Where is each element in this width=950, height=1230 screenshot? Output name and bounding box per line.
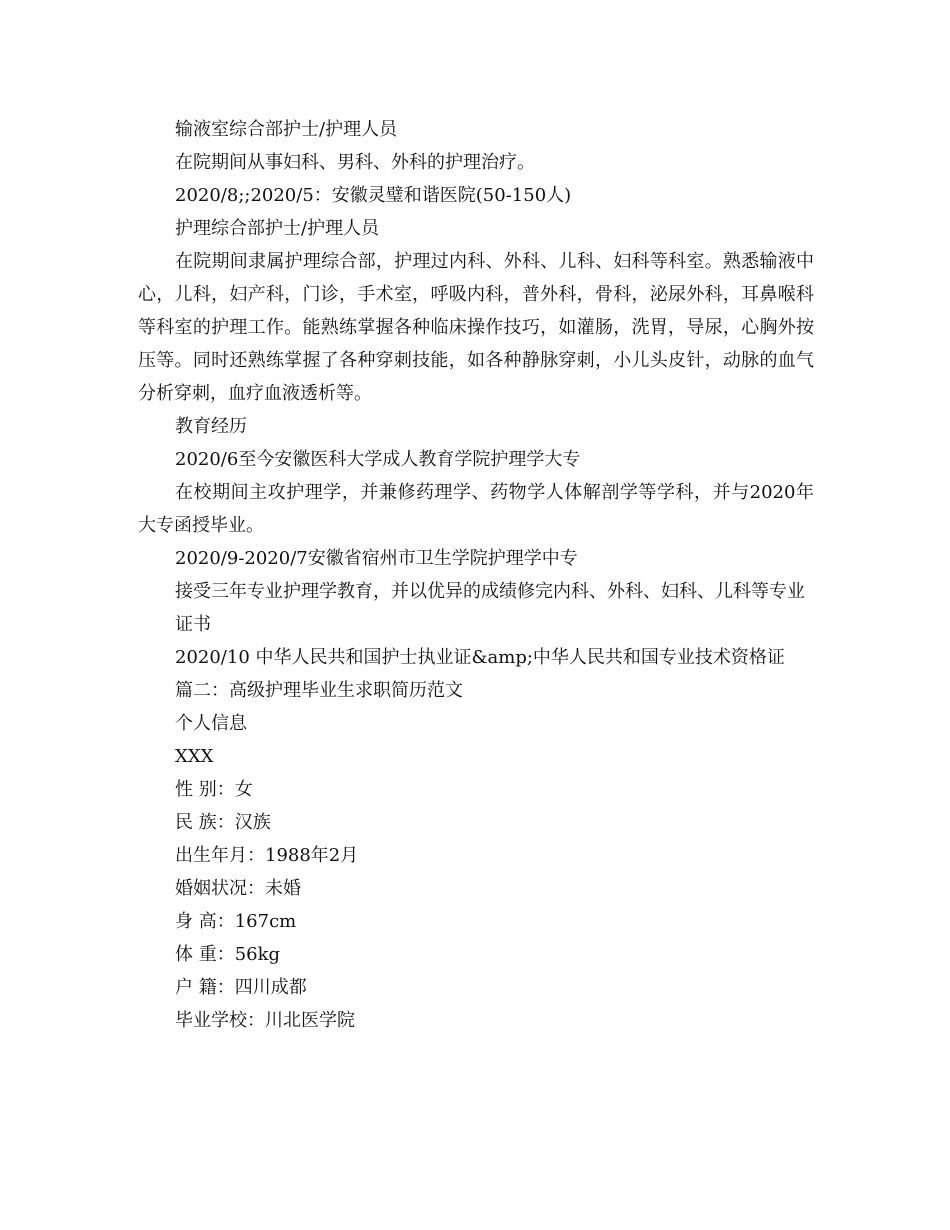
education-heading: 教育经历 xyxy=(175,416,247,437)
certificate-heading: 证书 xyxy=(175,614,211,635)
info-height: 身 高：167cm xyxy=(175,911,297,932)
job-desc-general: 在院期间隶属护理综合部，护理过内科、外科、儿科、妇科等科室。熟悉输液中心，儿科，妇产科，门诊，手术室，呼吸内科，普外科，骨科，泌尿外科，耳鼻喉科等科室的护理工作。能熟练掌握各种临床操作技巧，如灌肠，洗胃，导尿，心胸外按压等。同时还熟练掌握了各种穿刺技能，如各种静脉穿刺，小儿头皮针，动脉的血气分析穿刺，血疗血液透析等。 xyxy=(138,251,814,404)
info-hukou: 户 籍：四川成都 xyxy=(175,977,307,998)
info-weight: 体 重：56kg xyxy=(175,944,281,965)
info-school: 毕业学校：川北医学院 xyxy=(175,1010,355,1031)
document-body xyxy=(138,113,814,1037)
job-title-general: 护理综合部护士/护理人员 xyxy=(175,218,380,239)
personal-info-heading: 个人信息 xyxy=(175,713,247,734)
education-item-1-desc: 在校期间主攻护理学，并兼修药理学、药物学人体解剖学等学科，并与2020年大专函授毕业。 xyxy=(138,482,814,536)
education-item-2-desc: 接受三年专业护理学教育，并以优异的成绩修完内科、外科、妇科、儿科等专业 xyxy=(175,581,805,602)
info-name: XXX xyxy=(175,746,214,767)
job-period-lingbi: 2020/8;;2020/5：安徽灵璧和谐医院(50-150人) xyxy=(175,185,572,206)
education-item-1-title: 2020/6至今安徽医科大学成人教育学院护理学大专 xyxy=(175,449,581,470)
part-two-title: 篇二：高级护理毕业生求职简历范文 xyxy=(175,680,463,701)
job-desc-infusion: 在院期间从事妇科、男科、外科的护理治疗。 xyxy=(175,152,535,173)
certificate-line: 2020/10 中华人民共和国护士执业证&amp;中华人民共和国专业技术资格证 xyxy=(175,647,785,668)
info-ethnicity: 民 族：汉族 xyxy=(175,812,271,833)
info-birth: 出生年月：1988年2月 xyxy=(175,845,359,866)
job-title-infusion: 输液室综合部护士/护理人员 xyxy=(175,119,398,140)
info-gender: 性 别：女 xyxy=(175,779,253,800)
info-marital: 婚姻状况：未婚 xyxy=(175,878,301,899)
education-item-2-title: 2020/9-2020/7安徽省宿州市卫生学院护理学中专 xyxy=(175,548,578,569)
